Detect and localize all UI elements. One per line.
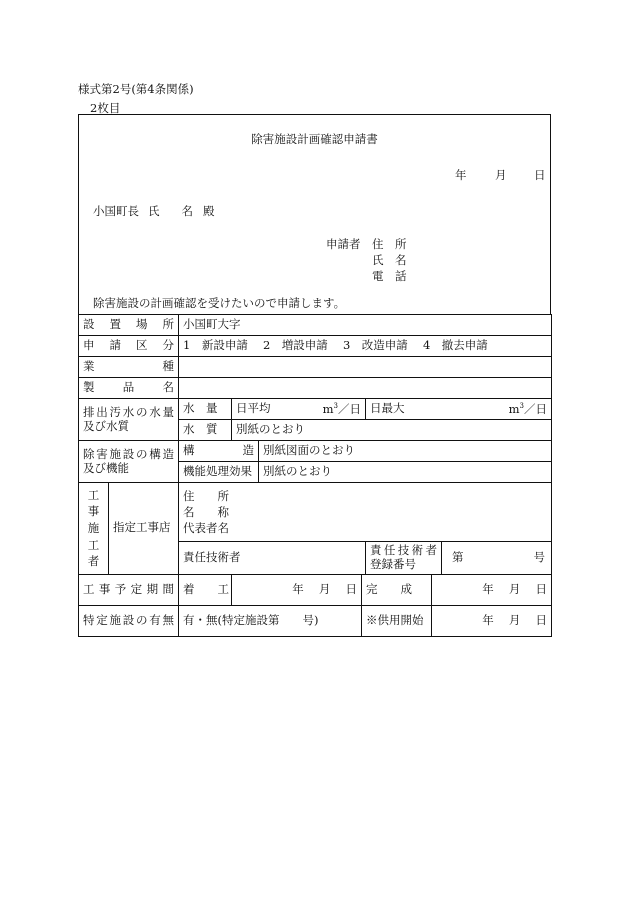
contractor-address-label: 住 所 [183,488,229,503]
addressee-name-1: 氏 [148,204,160,218]
business-type-label: 業 種 [79,357,179,378]
contractor-details[interactable] [179,483,552,542]
category-option-remove[interactable]: 4 撤去申請 [422,338,488,353]
row-contractor-info [79,483,552,542]
product-name-value[interactable] [179,378,552,399]
row-wastewater-volume [79,399,552,420]
contractor-name-label: 名 称 [183,504,229,519]
engineer-label[interactable]: 責任技術者 [179,542,366,575]
designated-contractor-label: 指定工事店 [109,483,179,575]
form-title: 除害施設計画確認申請書 [251,132,378,146]
applicant-address-label[interactable]: 住 所 [372,237,407,251]
request-statement: 除害施設の計画確認を受けたいので申請します。 [93,296,346,310]
daily-avg-label: 日平均 [236,400,271,415]
application-header-frame [78,114,551,314]
addressee-honorific: 殿 [203,204,215,218]
row-category [79,336,552,357]
row-schedule [79,574,552,605]
schedule-start-date[interactable]: 年 月 日 [232,574,362,605]
applicant-phone-label[interactable]: 電 話 [372,269,407,283]
function-value[interactable]: 別紙のとおり [259,462,552,483]
function-label: 機能処理効果 [179,462,259,483]
row-structure [79,441,552,462]
category-option-modify[interactable]: 3 改造申請 [342,338,408,353]
structure-label: 除 害 施 設 の 構 造 及び機能 [79,441,179,483]
registration-prefix: 第 [452,549,464,564]
daily-max-label: 日最大 [370,400,405,415]
row-specified-facility [79,605,552,636]
quality-value[interactable]: 別紙のとおり [232,420,552,441]
applicant-name-label[interactable]: 氏 名 [372,253,407,267]
business-type-value[interactable] [179,357,552,378]
specified-facility-value[interactable]: 有・無(特定施設第 号) [179,605,362,636]
specified-facility-label: 特 定 施 設 の 有 無 [79,605,179,636]
date-year[interactable]: 年 [455,168,467,182]
contractor-vertical-label: 工 事 施 工 者 [79,483,109,575]
category-option-new[interactable]: 1 新設申請 [183,338,248,353]
volume-label: 水 量 [179,399,232,420]
form-number: 様式第2号(第4条関係) [78,82,194,96]
shared-start-date[interactable]: 年 月 日 [432,605,552,636]
category-options [179,336,552,357]
location-value[interactable]: 小国町大字 [179,315,552,336]
row-location [79,315,552,336]
wastewater-label: 排 出 汚 水 の 水 量 及び水質 [79,399,179,441]
applicant-label: 申請者 [326,237,361,251]
date-month[interactable]: 月 [495,168,507,182]
structure-value[interactable]: 別紙図面のとおり [259,441,552,462]
daily-avg-unit: $m^3/$日 [322,401,361,416]
contractor-representative-label: 代表者名 [183,521,229,536]
shared-start-label: ※供用開始 [362,605,432,636]
engineer-registration-number[interactable] [442,542,552,575]
daily-max-cell[interactable] [366,399,552,420]
schedule-complete-label: 完 成 [362,574,432,605]
application-table [78,314,552,637]
category-label: 申 請 区 分 [79,336,179,357]
sheet-number: 2枚目 [90,101,121,115]
schedule-start-label: 着 工 [179,574,232,605]
schedule-label: 工 事 予 定 期 間 [79,574,179,605]
daily-max-unit: $m^3/$日 [508,401,547,416]
category-option-expand[interactable]: 2 増設申請 [262,338,328,353]
addressee-town: 小国町長 [93,204,139,218]
quality-label: 水 質 [179,420,232,441]
addressee [93,203,215,219]
schedule-complete-date[interactable]: 年 月 日 [432,574,552,605]
addressee-name-2: 名 [181,204,193,218]
location-label: 設 置 場 所 [79,315,179,336]
registration-suffix: 号 [533,549,545,564]
engineer-registration-label: 責 任 技 術 者 登録番号 [366,542,442,575]
date-day[interactable]: 日 [534,168,546,182]
row-product-name [79,378,552,399]
structure-sub-label: 構 造 [179,441,259,462]
daily-avg-cell[interactable] [232,399,366,420]
product-name-label: 製 品 名 [79,378,179,399]
row-business-type [79,357,552,378]
